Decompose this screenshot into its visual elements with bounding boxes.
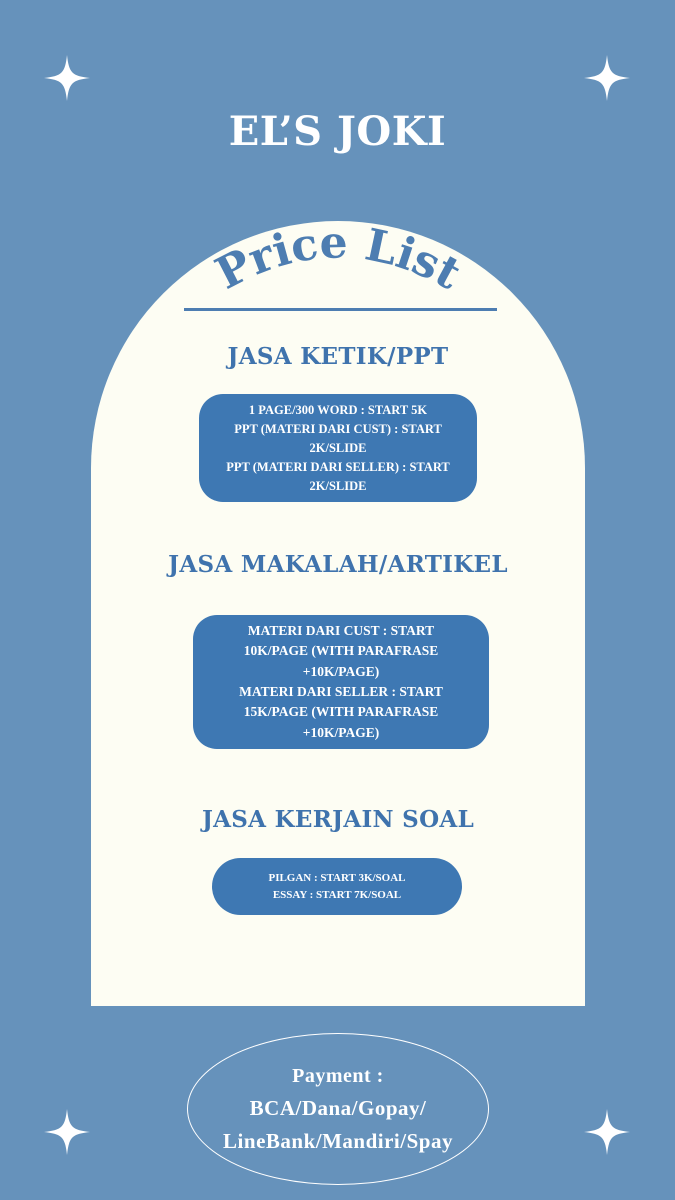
price-line: 10K/PAGE (WITH PARAFRASE xyxy=(243,643,439,659)
price-box-soal xyxy=(212,858,462,915)
price-line: MATERI DARI CUST : START xyxy=(247,623,435,639)
divider xyxy=(184,308,497,311)
price-box-ketik xyxy=(199,394,477,502)
price-line: PPT (MATERI DARI SELLER) : START xyxy=(226,459,450,474)
svg-text:Price List xyxy=(208,217,470,300)
sparkle-icon xyxy=(584,55,630,101)
section-title-soal: JASA KERJAIN SOAL xyxy=(201,806,475,833)
price-line: +10K/PAGE) xyxy=(302,663,380,679)
sparkle-icon xyxy=(584,1109,630,1155)
payment-label: Payment : xyxy=(292,1064,384,1087)
payment-methods-line: BCA/Dana/Gopay/ xyxy=(249,1095,427,1120)
section-title-makalah: JASA MAKALAH/ARTIKEL xyxy=(168,551,508,578)
price-list-heading xyxy=(91,205,585,315)
section-title-ketik: JASA KETIK/PPT xyxy=(227,343,449,370)
price-line: PPT (MATERI DARI CUST) : START xyxy=(234,421,442,436)
price-line: 2K/SLIDE xyxy=(309,440,367,455)
payment-methods-line: LineBank/Mandiri/Spay xyxy=(223,1128,453,1153)
sparkle-icon xyxy=(44,55,90,101)
price-line: PILGAN : START 3K/SOAL xyxy=(268,871,406,884)
price-line: 2K/SLIDE xyxy=(309,478,367,493)
price-line: MATERI DARI SELLER : START xyxy=(239,684,443,699)
price-box-makalah xyxy=(193,615,489,749)
sparkle-icon xyxy=(44,1109,90,1155)
brand-title: EL’S JOKI xyxy=(228,108,447,155)
price-line: +10K/PAGE) xyxy=(302,724,380,740)
price-line: ESSAY : START 7K/SOAL xyxy=(272,888,402,901)
payment-info xyxy=(187,1033,489,1185)
price-line: 1 PAGE/300 WORD : START 5K xyxy=(248,402,428,417)
price-line: 15K/PAGE (WITH PARAFRASE xyxy=(243,704,439,720)
price-list-text: Price List xyxy=(207,217,469,300)
